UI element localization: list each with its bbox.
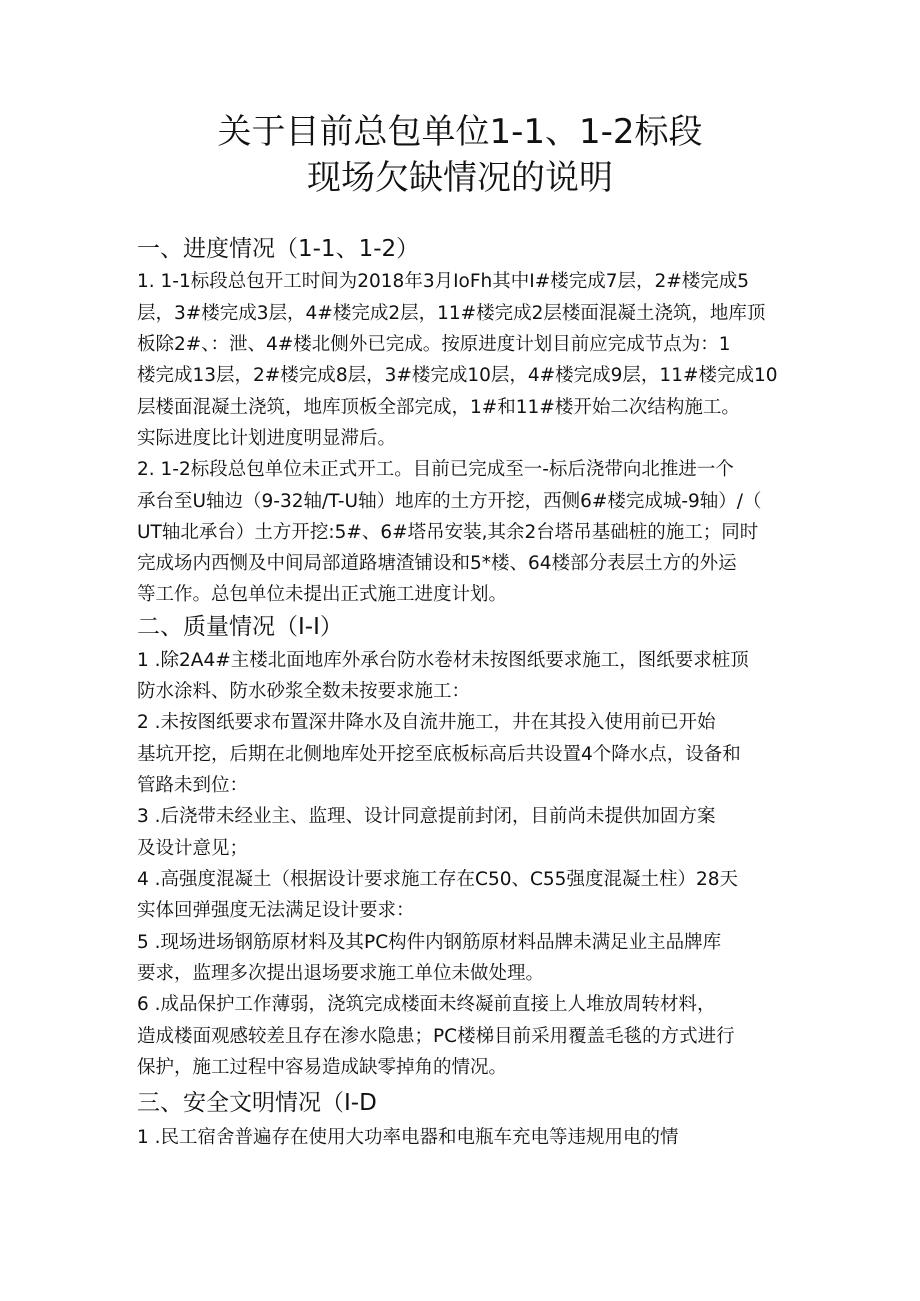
paragraph-line: 1 .除2A4#主楼北面地库外承台防水卷材未按图纸要求施工，图纸要求桩顶 xyxy=(137,650,749,671)
paragraph-line: 1. 1-1标段总包开工时间为2018年3月IoFh其中I#楼完成7层，2#楼完成5 xyxy=(137,271,750,292)
paragraph-line: 造成楼面观感较差且存在渗水隐患；PC楼梯目前采用覆盖毛毯的方式进行 xyxy=(137,1026,735,1047)
paragraph-line: 2. 1-2标段总包单位未正式开工。目前已完成至一-标后浇带向北推进一个 xyxy=(137,459,734,480)
section-heading-quality: 二、质量情况（I-I） xyxy=(137,614,343,640)
paragraph-line: 3 .后浇带未经业主、监理、设计同意提前封闭，目前尚未提供加固方案 xyxy=(137,806,716,827)
paragraph-line: 层楼面混凝土浇筑，地库顶板全部完成，1#和11#楼开始二次结构施工。 xyxy=(137,397,740,418)
paragraph-line: 1 .民工宿舍普遍存在使用大功率电器和电瓶车充电等违规用电的情 xyxy=(137,1127,679,1148)
paragraph-line: 楼完成13层，2#楼完成8层，3#楼完成10层，4#楼完成9层，11#楼完成10 xyxy=(137,365,778,386)
paragraph-line: 实际进度比计划进度明显滞后。 xyxy=(137,428,397,449)
paragraph-line: 及设计意见； xyxy=(137,838,249,859)
paragraph-line: 管路未到位： xyxy=(137,775,249,796)
paragraph-line: 实体回弹强度无法满足设计要求： xyxy=(137,900,415,921)
section-heading-progress: 一、进度情况（1-1、1-2） xyxy=(137,236,420,262)
document-title-line-2: 现场欠缺情况的说明 xyxy=(307,158,613,198)
paragraph-line: 防水涂料、防水砂浆全数未按要求施工： xyxy=(137,681,471,702)
document-title-line-1: 关于目前总包单位1-1、1-2标段 xyxy=(217,112,703,152)
paragraph-line: 2 .未按图纸要求布置深井降水及自流井施工，井在其投入使用前已开始 xyxy=(137,712,716,733)
paragraph-line: 4 .高强度混凝土（根据设计要求施工存在C50、C55强度混凝土柱）28天 xyxy=(137,869,738,890)
paragraph-line: 等工作。总包单位未提出正式施工进度计划。 xyxy=(137,584,508,605)
paragraph-line: 5 .现场进场钢筋原材料及其PC构件内钢筋原材料品牌未满足业主品牌库 xyxy=(137,932,722,953)
paragraph-line: 层，3#楼完成3层，4#楼完成2层，11#楼完成2层楼面混凝土浇筑，地库顶 xyxy=(137,303,766,324)
paragraph-line: 基坑开挖，后期在北侧地库处开挖至底板标高后共设置4个降水点，设备和 xyxy=(137,744,741,765)
paragraph-line: UT轴北承台）土方开挖:5#、6#塔吊安装,其余2台塔吊基础桩的施工；同时 xyxy=(137,522,759,543)
paragraph-line: 板除2#、：泄、4#楼北侧外已完成。按原进度计划目前应完成节点为：1 xyxy=(137,334,731,355)
paragraph-line: 要求，监理多次提出退场要求施工单位未做处理。 xyxy=(137,963,545,984)
paragraph-line: 完成场内西恻及中间局部道路塘渣铺设和5*楼、64楼部分表层土方的外运 xyxy=(137,553,737,574)
section-heading-safety: 三、安全文明情况（I-D xyxy=(137,1090,377,1116)
paragraph-line: 承台至U轴边（9-32轴/T-U轴）地库的土方开挖，西侧6#楼完成城-9轴）/（ xyxy=(137,491,762,512)
paragraph-line: 6 .成品保护工作薄弱，浇筑完成楼面未终凝前直接上人堆放周转材料， xyxy=(137,994,716,1015)
paragraph-line: 保护，施工过程中容易造成缺零掉角的情况。 xyxy=(137,1057,508,1078)
